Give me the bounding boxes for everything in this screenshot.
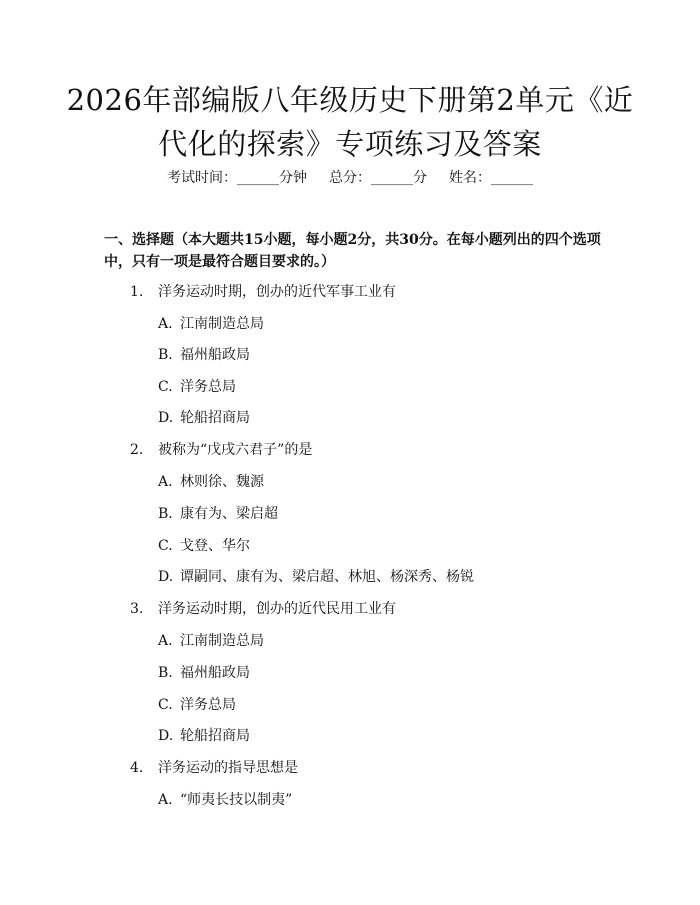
option-letter: D. [158, 410, 174, 426]
option-letter: A. [158, 474, 173, 490]
exam-info-line [0, 168, 700, 188]
option-3c [158, 695, 236, 715]
question-4 [130, 758, 298, 778]
section-heading: 一、选择题（本大题共15小题，每小题2分，共30分。在每小题列出的四个选项中，只有一项是最符合题目要求的。） [104, 232, 601, 270]
question-number: 2. [130, 442, 144, 458]
option-letter: C. [158, 697, 173, 713]
option-1a [158, 314, 264, 334]
option-letter: C. [158, 538, 173, 554]
option-letter: D. [158, 728, 174, 744]
question-text: 洋务运动的指导思想是 [158, 760, 298, 776]
question-3 [130, 599, 396, 619]
option-text: 福州船政局 [180, 347, 250, 363]
total-score-label: 总分：______分 [329, 170, 427, 186]
question-text: 被称为“戊戌六君子”的是 [158, 442, 313, 458]
option-4a [158, 790, 292, 810]
question-number: 4. [130, 760, 144, 776]
document-title [60, 78, 640, 166]
exam-time-label: 考试时间：______分钟 [167, 170, 307, 186]
title-line-2: 代化的探索》专项练习及答案 [158, 127, 542, 161]
option-letter: B. [158, 665, 173, 681]
option-letter: A. [158, 633, 173, 649]
option-text: 江南制造总局 [180, 316, 264, 332]
option-letter: B. [158, 347, 173, 363]
question-1 [130, 282, 396, 302]
option-text: 江南制造总局 [180, 633, 264, 649]
option-text: 林则徐、魏源 [180, 474, 264, 490]
option-1c [158, 377, 236, 397]
option-2b [158, 504, 278, 524]
option-2d [158, 567, 474, 587]
option-letter: A. [158, 316, 173, 332]
option-text: 轮船招商局 [180, 410, 250, 426]
option-3d [158, 726, 250, 746]
option-text: 洋务总局 [180, 697, 236, 713]
option-text: “师夷长技以制夷” [180, 792, 293, 808]
question-text: 洋务运动时期，创办的近代军事工业有 [158, 284, 396, 300]
question-2 [130, 440, 312, 460]
title-line-1: 2026年部编版八年级历史下册第2单元《近 [66, 83, 634, 117]
option-text: 洋务总局 [180, 379, 236, 395]
option-text: 康有为、梁启超 [180, 506, 278, 522]
question-text: 洋务运动时期，创办的近代民用工业有 [158, 601, 396, 617]
option-3a [158, 631, 264, 651]
question-number: 1. [130, 284, 144, 300]
option-3b [158, 663, 250, 683]
option-text: 轮船招商局 [180, 728, 250, 744]
option-letter: A. [158, 792, 173, 808]
option-2c [158, 536, 250, 556]
option-letter: C. [158, 379, 173, 395]
option-2a [158, 472, 264, 492]
option-1b [158, 345, 250, 365]
option-text: 戈登、华尔 [180, 538, 250, 554]
option-1d [158, 408, 250, 428]
option-letter: B. [158, 506, 173, 522]
option-letter: D. [158, 569, 174, 585]
question-number: 3. [130, 601, 144, 617]
name-label: 姓名：______ [449, 170, 533, 186]
option-text: 谭嗣同、康有为、梁启超、林旭、杨深秀、杨锐 [180, 569, 474, 585]
option-text: 福州船政局 [180, 665, 250, 681]
